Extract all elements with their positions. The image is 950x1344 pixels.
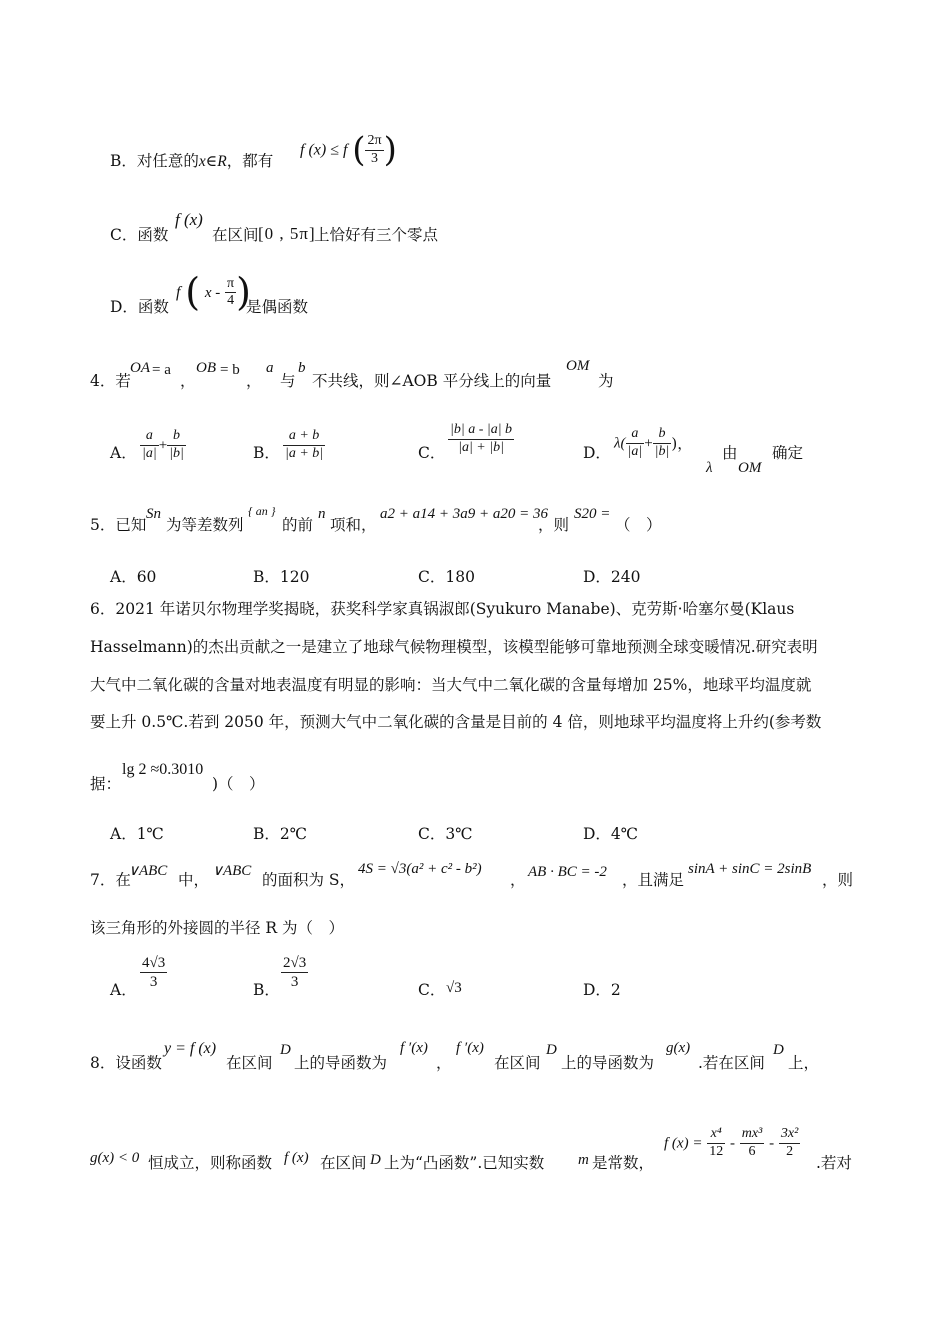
q3-optc-interval: [0 , 5π] xyxy=(258,224,316,243)
q4-yu: 与 xyxy=(280,372,296,390)
q5-eq: a2 + a14 + 3a9 + a20 = 36 xyxy=(380,506,548,522)
q7-optB-label: B． xyxy=(253,981,280,999)
q7-optA-formula xyxy=(140,954,167,991)
q4-optD-d2: |b| xyxy=(654,443,670,459)
q3-optd-fraction xyxy=(225,276,236,311)
q6-line4: 要上升 0.5℃.若到 2050 年，预测大气中二氧化碳的含量是目前的 4 倍，则地球平均温度将上升约(参考数 xyxy=(90,713,822,731)
q8-l2-frac2 xyxy=(740,1126,765,1161)
q4-optA-n1: a xyxy=(140,428,159,446)
q8-l2-d1: 12 xyxy=(709,1143,724,1159)
q7-f1: 4S = √3(a² + c² - b²) xyxy=(358,861,482,877)
q3-optb-tail: ，都有 xyxy=(226,152,274,170)
q3-optd-den: 4 xyxy=(227,293,235,309)
q8-stem-b: 在区间 xyxy=(226,1054,273,1072)
q8-l2-d: D xyxy=(370,1152,381,1168)
q4-optD-close: )， xyxy=(671,434,693,453)
q4-optD-n2: b xyxy=(653,426,672,444)
q8-f2: f ′(x) xyxy=(400,1040,428,1056)
q6-option-a: A．1℃ xyxy=(110,825,164,843)
q4-optD-d1: |a| xyxy=(627,443,643,459)
q7-optB-formula xyxy=(281,954,308,991)
q4-optA-d1: |a| xyxy=(142,445,157,461)
q4-stem-num: 4．若 xyxy=(90,372,131,390)
q7-optA-frac xyxy=(140,954,167,991)
q5-stem-c: 的前 xyxy=(282,516,314,534)
q5-s20: S20 = xyxy=(574,506,611,522)
q8-f3: f ′(x) xyxy=(456,1040,484,1056)
q4-oa-eq: = a xyxy=(152,362,171,378)
q3-optb-den: 3 xyxy=(371,150,379,166)
q7-optA-den: 3 xyxy=(149,974,158,990)
q4-optC-label: C． xyxy=(418,444,446,462)
q4-stem-mid: 不共线，则∠AOB 平分线上的向量 xyxy=(312,372,552,390)
q4-oa: OA xyxy=(130,360,150,376)
q3-optb-label: B．对任意的 xyxy=(110,152,199,170)
q5-stem-b: 为等差数列 xyxy=(166,516,244,534)
q8-d3: D xyxy=(773,1042,784,1058)
q3-optb-cond: x∈R xyxy=(198,153,227,170)
q6-option-d: D．4℃ xyxy=(583,825,639,843)
q6-line5-b: )（ ） xyxy=(212,775,265,793)
q5-sn: Sn xyxy=(146,506,161,522)
q6-line1: 6．2021 年诺贝尔物理学奖揭晓，获奖科学家真锅淑郎(Syukuro Manabe)、克劳斯·哈塞尔曼(Klaus xyxy=(90,600,795,618)
q8-l2-tail: .若对 xyxy=(816,1154,852,1172)
q4-a: a xyxy=(266,360,274,376)
q4-optB-label: B． xyxy=(253,444,280,462)
q8-g: g(x) xyxy=(666,1040,691,1056)
q4-optA-formula xyxy=(140,428,186,463)
q5-option-b: B．120 xyxy=(253,568,310,586)
q8-l2-minus2: - xyxy=(769,1135,775,1152)
q3-optb-num: 2π xyxy=(365,133,383,151)
q6-option-b: B．2℃ xyxy=(253,825,308,843)
q7-stem-c: 的面积为 S， xyxy=(262,871,356,889)
q8-l2-dd3: 2 xyxy=(786,1143,794,1159)
q3-optd-tail: 是偶函数 xyxy=(246,298,309,316)
q8-l2-flhs: f (x) = xyxy=(664,1135,703,1152)
q4-optC-d: |a| + |b| xyxy=(458,439,504,455)
q6-line5-a: 据： xyxy=(90,775,122,793)
q3-optd-func: f xyxy=(176,283,181,301)
q7-tri1: ∨ABC xyxy=(128,863,168,879)
q4-optA-plus: + xyxy=(158,437,168,454)
q4-optD-lam2: λ xyxy=(706,460,713,476)
q4-optA-label: A． xyxy=(110,444,137,462)
q4-optD-you: 由 xyxy=(722,444,738,462)
q3-optd-num: π xyxy=(225,276,236,294)
q6-line3: 大气中二氧化碳的含量对地表温度有明显的影响：当大气中二氧化碳的含量每增加 25%，地球平均温度就 xyxy=(90,676,812,694)
q4-optD-formula xyxy=(614,426,692,461)
q8-l2-formula xyxy=(664,1126,800,1161)
q7-stem-b: 中， xyxy=(178,871,210,889)
q8-stem-f: .若在区间 xyxy=(698,1054,765,1072)
q3-optd-label: D．函数 xyxy=(110,298,169,316)
q4-optD-lambda: λ( xyxy=(614,435,626,452)
q7-comma1: ， xyxy=(510,871,526,889)
q4-optB-d: |a + b| xyxy=(285,445,324,461)
q3-optc-func: f (x) xyxy=(175,210,203,229)
q8-stem-e: 上的导函数为 xyxy=(561,1054,655,1072)
q8-comma: ， xyxy=(436,1054,452,1072)
q3-optd-arg: x - xyxy=(204,284,221,301)
q5-option-d: D．240 xyxy=(583,568,641,586)
q8-l2-c: 上为“凸函数”.已知实数 xyxy=(384,1154,545,1172)
q3-optc-label: C．函数 xyxy=(110,226,169,244)
q4-optD-n1: a xyxy=(626,426,645,444)
q5-stem-e: ，则 xyxy=(538,516,570,534)
q8-stem-d: 在区间 xyxy=(494,1054,541,1072)
q6-option-c: C．3℃ xyxy=(418,825,473,843)
q7-optD-label: D．2 xyxy=(583,981,621,999)
q3-option-c xyxy=(110,226,168,245)
q4-optB-frac xyxy=(283,428,325,463)
q5-option-c: C．180 xyxy=(418,568,475,586)
q4-optC-n: |b| a - |a| b xyxy=(448,422,514,440)
q8-f1: y = f (x) xyxy=(164,1040,217,1057)
q7-optB-num: 2√3 xyxy=(283,955,307,971)
q4-optD-tail: 确定 xyxy=(772,444,804,462)
q8-l2-frac3 xyxy=(779,1126,800,1161)
q4-b: b xyxy=(298,360,306,376)
q4-comma2: ， xyxy=(246,372,262,390)
q8-stem-c: 上的导函数为 xyxy=(294,1054,388,1072)
q4-optC-formula xyxy=(448,422,514,457)
q7-stem-d: ，且满足 xyxy=(622,871,685,889)
q7-optA-num: 4√3 xyxy=(142,955,166,971)
q7-optC-val: √3 xyxy=(446,980,462,996)
q5-n: n xyxy=(318,506,326,522)
q4-optD-plus: + xyxy=(644,435,653,452)
q8-stem-a: 8．设函数 xyxy=(90,1054,162,1072)
q4-wei: 为 xyxy=(598,372,614,390)
q8-l2-n2: mx³ xyxy=(740,1126,765,1144)
q4-optD-frac1 xyxy=(626,426,645,461)
q7-optC-label: C． xyxy=(418,981,446,999)
q7-optB-den: 3 xyxy=(290,974,299,990)
q3-optc-tail: 上恰好有三个零点 xyxy=(314,226,439,244)
q4-ob: OB xyxy=(196,360,216,376)
q8-d1: D xyxy=(280,1042,291,1058)
q8-l2-frac1 xyxy=(707,1126,725,1161)
q6-line5-formula: lg 2 ≈0.3010 xyxy=(122,761,204,778)
q7-stem-e: ，则 xyxy=(822,871,854,889)
q4-ob-eq: = b xyxy=(220,362,240,378)
q8-l2-minus1: - xyxy=(730,1135,735,1152)
q3-optc-mid: 在区间 xyxy=(212,226,259,244)
q7-optB-frac xyxy=(281,954,308,991)
q4-optD-label: D． xyxy=(583,444,611,462)
q5-stem-d: 项和， xyxy=(330,516,377,534)
q7-tri2: ∨ABC xyxy=(212,863,252,879)
q8-l2-g: g(x) < 0 xyxy=(90,1150,140,1166)
q3-optb-formula: f (x) ≤ f ( $\frac{2\pi}{3}$ ) xyxy=(300,130,397,170)
q4-optA-d2: |b| xyxy=(169,445,184,461)
q8-l2-d2: 是常数， xyxy=(592,1154,655,1172)
q8-l2-n1: x⁴ xyxy=(707,1126,725,1144)
q3-optb-lhs: f (x) ≤ f xyxy=(300,141,348,159)
q4-optD-frac2 xyxy=(653,426,672,461)
q8-l2-f: f (x) xyxy=(284,1150,309,1166)
q7-stem-a: 7．在 xyxy=(90,871,131,889)
q4-optA-frac2 xyxy=(167,428,186,463)
q3-optd-formula: f ( x - $\frac{\pi}{4}$ ) xyxy=(176,270,251,314)
q5-stem-a: 5．已知 xyxy=(90,516,147,534)
q8-l2-a: 恒成立，则称函数 xyxy=(148,1154,273,1172)
q4-optD-om: OM xyxy=(738,460,762,476)
q8-stem-g: 上， xyxy=(788,1054,820,1072)
q8-l2-b: 在区间 xyxy=(320,1154,367,1172)
q3-optb-fraction xyxy=(365,133,383,168)
q3-option-b xyxy=(110,152,273,172)
q8-l2-m: m xyxy=(578,1152,589,1168)
q7-f3: sinA + sinC = 2sinB xyxy=(688,861,812,877)
q4-optA-n2: b xyxy=(167,428,186,446)
q5-option-a: A．60 xyxy=(110,568,157,586)
q5-paren: （ ） xyxy=(615,516,662,534)
q5-an: { an } xyxy=(248,504,276,518)
q4-optB-formula xyxy=(283,428,325,463)
q7-optA-label: A． xyxy=(110,981,137,999)
q6-line2: Hasselmann)的杰出贡献之一是建立了地球气候物理模型，该模型能够可靠地预测全球变暖情况.研究表明 xyxy=(90,638,818,656)
q8-l2-dd2: 6 xyxy=(748,1143,756,1159)
q3-option-d xyxy=(110,298,169,317)
q4-om: OM xyxy=(566,358,590,374)
q4-optB-n: a + b xyxy=(283,428,325,446)
q4-comma1: ， xyxy=(180,372,196,390)
q7-line2: 该三角形的外接圆的半径 R 为（ ） xyxy=(90,919,345,937)
q4-optA-frac1 xyxy=(140,428,159,463)
q4-optC-frac xyxy=(448,422,514,457)
q8-l2-n3: 3x² xyxy=(779,1126,800,1144)
q7-f2: AB · BC = -2 xyxy=(528,864,607,880)
q8-d2: D xyxy=(546,1042,557,1058)
